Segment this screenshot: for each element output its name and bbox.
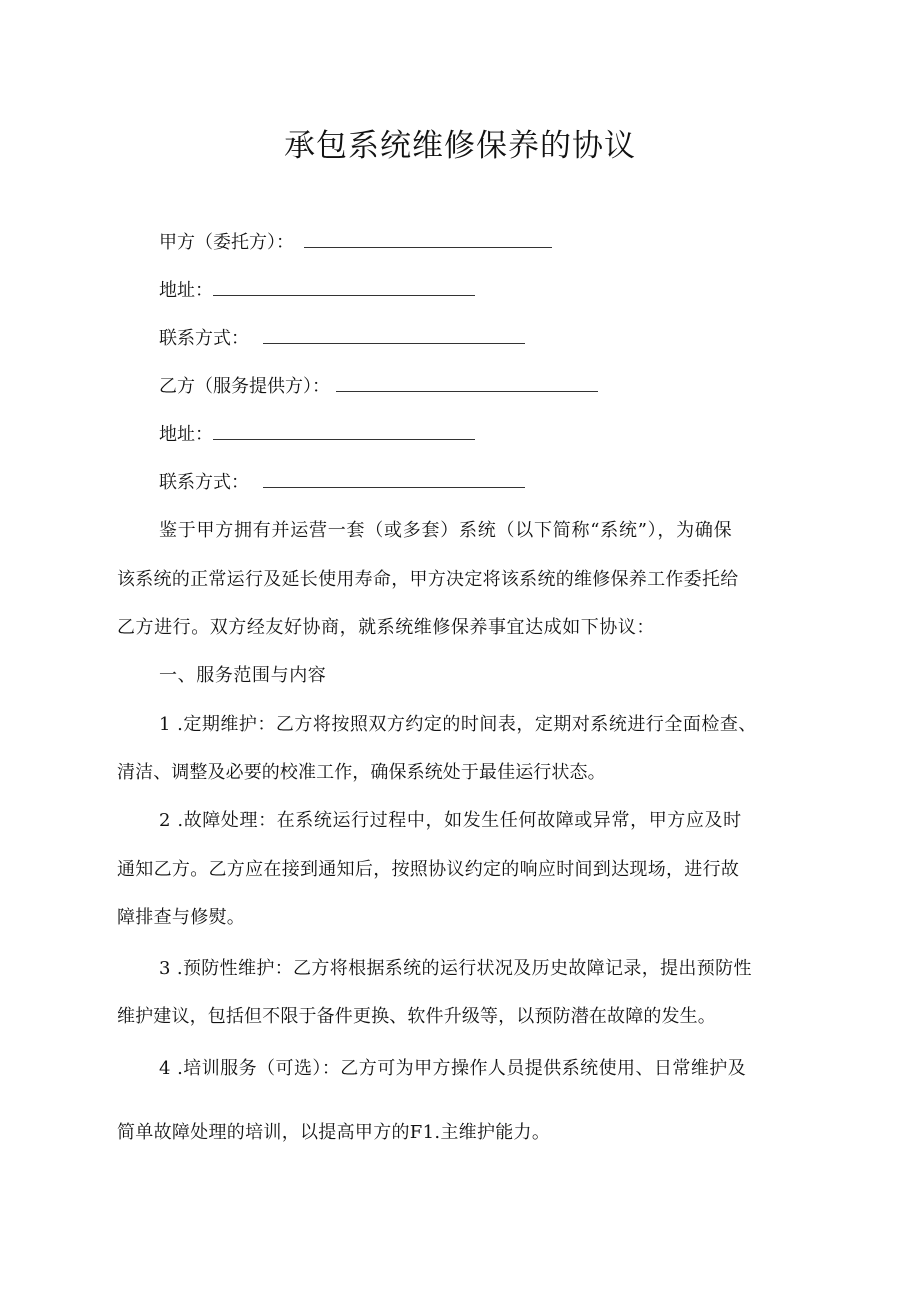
party-b-label: 乙方（服务提供方）： <box>159 376 330 397</box>
party-a-address-field <box>159 277 475 304</box>
party-a-address-blank[interactable] <box>213 277 475 296</box>
party-b-contact-field <box>159 469 525 496</box>
item-4-line: 简单故障处理的培训，以提高甲方的F1.主维护能力。 <box>117 1122 551 1143</box>
intro-line: 鉴于甲方拥有并运营一套（或多套）系统（以下简称“系统”），为确保 <box>159 520 733 541</box>
item-2-line: 2 .故障处理：在系统运行过程中，如发生任何故障或异常，甲方应及时 <box>159 810 742 831</box>
document-title: 承包系统维修保养的协议 <box>284 128 636 164</box>
item-1-line: 1 .定期维护：乙方将按照双方约定的时间表，定期对系统进行全面检查、 <box>159 714 757 735</box>
party-a-contact-label: 联系方式： <box>159 328 249 349</box>
item-3-line: 维护建议，包括但不限于备件更换、软件升级等，以预防潜在故障的发生。 <box>117 1006 716 1027</box>
intro-line: 乙方进行。双方经友好协商，就系统维修保养事宜达成如下协议： <box>117 617 655 638</box>
party-a-blank[interactable] <box>304 229 552 248</box>
party-b-contact-blank[interactable] <box>263 469 525 488</box>
party-b-address-field <box>159 421 475 448</box>
party-a-contact-blank[interactable] <box>263 325 525 344</box>
intro-line: 该系统的正常运行及延长使用寿命，甲方决定将该系统的维修保养工作委托给 <box>117 569 739 590</box>
section-heading: 一、服务范围与内容 <box>159 665 327 686</box>
party-a-field <box>159 229 552 256</box>
party-a-contact-field <box>159 325 525 352</box>
item-2-line: 障排查与修熨。 <box>117 907 246 928</box>
item-3-line: 3 .预防性维护：乙方将根据系统的运行状况及历史故障记录，提出预防性 <box>159 958 752 979</box>
party-b-field <box>159 373 598 400</box>
party-b-blank[interactable] <box>336 373 598 392</box>
item-1-line: 清洁、调整及必要的校准工作，确保系统处于最佳运行状态。 <box>117 762 606 783</box>
party-b-address-blank[interactable] <box>213 421 475 440</box>
item-4-line: 4 .培训服务（可选）：乙方可为甲方操作人员提供系统使用、日常维护及 <box>159 1058 747 1079</box>
party-b-contact-label: 联系方式： <box>159 472 249 493</box>
party-a-label: 甲方（委托方）： <box>159 232 294 253</box>
party-a-address-label: 地址： <box>159 280 213 301</box>
party-b-address-label: 地址： <box>159 424 213 445</box>
item-2-line: 通知乙方。乙方应在接到通知后，按照协议约定的响应时间到达现场，进行故 <box>117 859 740 880</box>
